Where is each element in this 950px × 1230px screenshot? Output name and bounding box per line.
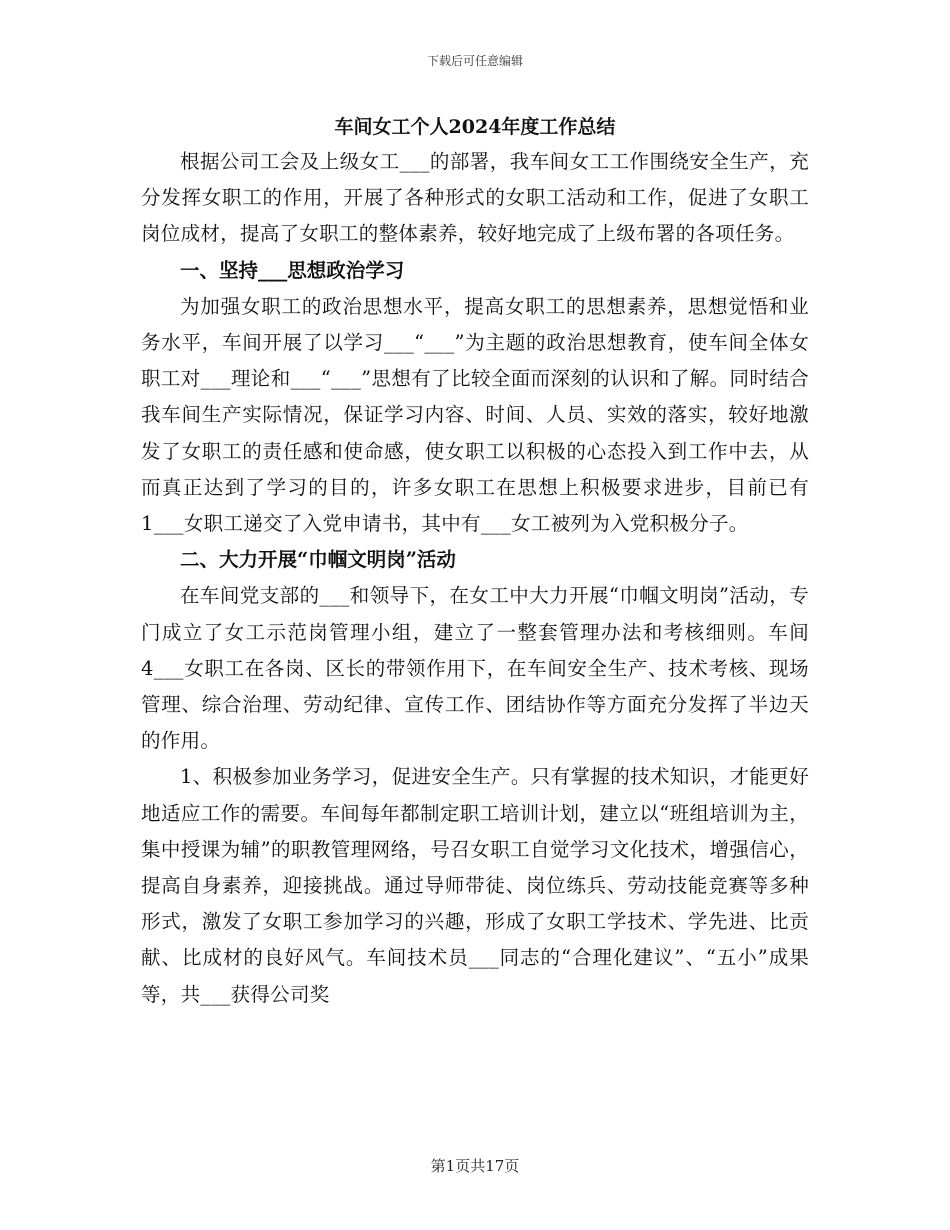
section-1-heading: 一、坚持___思想政治学习 (180, 258, 405, 282)
section-2-heading: 二、大力开展“巾帼文明岗”活动 (180, 548, 456, 572)
section-1-body: 为加强女职工的政治思想水平，提高女职工的思想素养，思想觉悟和业务水平，车间开展了以学习___“___”为主题的政治思想教育，使车间全体女职工对___理论和___“___”思想有了比较全面而深刻的认识和了解。同时结合我车间生产实际情况，保证学习内容、时间、人员、实效的落实，较好地激发了女职工的责任感和使命感，使女职工以积极的心态投入到工作中去，从而真正达到了学习的目的，许多女职工在思想上积极要求进步，目前已有1___女职工递交了入党申请书，其中有___女工被列为入党积极分子。 (141, 294, 809, 536)
page-number: 第1页共17页 (430, 1157, 520, 1175)
document-body (141, 110, 809, 1013)
page-header-note: 下载后可任意编辑 (426, 54, 523, 68)
section-2-item-1: 1、积极参加业务学习，促进安全生产。只有掌握的技术知识，才能更好地适应工作的需要。车间每年都制定职工培训计划，建立以“班组培训为主，集中授课为辅”的职教管理网络，号召女职工自觉学习文化技术，增强信心，提高自身素养，迎接挑战。通过导师带徒、岗位练兵、劳动技能竞赛等多种形式，激发了女职工参加学习的兴趣，形成了女职工学技术、学先进、比贡献、比成材的良好风气。车间技术员___同志的“合理化建议”、“五小”成果等，共___获得公司奖 (141, 765, 809, 1006)
intro-paragraph: 根据公司工会及上级女工___的部署，我车间女工工作围绕安全生产，充分发挥女职工的作用，开展了各种形式的女职工活动和工作，促进了女职工岗位成材，提高了女职工的整体素养，较好地完成了上级布署的各项任务。 (141, 150, 809, 246)
document-title: 车间女工个人2024年度工作总结 (334, 116, 616, 138)
section-2-body: 在车间党支部的___和领导下，在女工中大力开展“巾帼文明岗”活动，专门成立了女工示范岗管理小组，建立了一整套管理办法和考核细则。车间4___女职工在各岗、区长的带领作用下，在车间安全生产、技术考核、现场管理、综合治理、劳动纪律、宣传工作、团结协作等方面充分发挥了半边天的作用。 (141, 584, 809, 753)
